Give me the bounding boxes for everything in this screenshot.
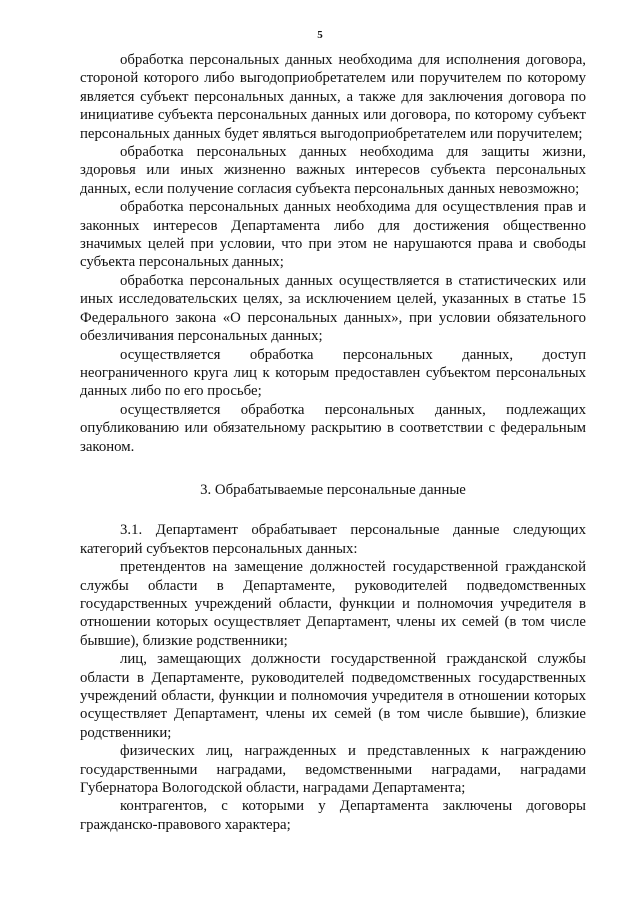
- section-heading: 3. Обрабатываемые персональные данные: [200, 481, 466, 498]
- paragraph-vital-interests: обработка персональных данных необходима для защиты жизни, здоровья или иных жизненно важных интересов субъекта персональных данных, если получение согласия субъекта персональных данных невозможно;: [80, 144, 586, 197]
- paragraph-section-3-1: 3.1. Департамент обрабатывает персональные данные следующих категорий субъектов персональных данных:: [80, 522, 586, 557]
- document-body: [80, 51, 586, 834]
- paragraph-public-access: осуществляется обработка персональных данных, доступ неограниченного круга лиц к которым предоставлен субъектом персональных данных либо по его просьбе;: [80, 346, 586, 400]
- page-number: 5: [317, 29, 323, 41]
- paragraph-legitimate-interests: обработка персональных данных необходима для осуществления прав и законных интересов Департамента либо для достижения общественно значимых целей при условии, что при этом не нарушаются права и свободы субъекта персональных данных;: [80, 199, 586, 271]
- list-item-civil-servants: лиц, замещающих должности государственной гражданской службы области в Департаменте, руководителей подведомственных государственных учреждений области, функции и полномочия учредителя в отношении которых осуществляет Департамент, члены их семей (в том числе бывшие), близкие родственники;: [80, 651, 586, 741]
- list-item-awardees: физических лиц, награжденных и представленных к награждению государственными наградами, ведомственными наградами, наградами Губернатора Вологодской области, наградами Департамента;: [80, 743, 586, 797]
- paragraph-mandatory-disclosure: осуществляется обработка персональных данных, подлежащих опубликованию или обязательному раскрытию в соответствии с федеральным законом.: [80, 401, 586, 455]
- list-item-contractors: контрагентов, с которыми у Департамента заключены договоры гражданско-правового характера;: [80, 798, 586, 833]
- paragraph-statistical-purposes: обработка персональных данных осуществляется в статистических или иных исследовательских целях, за исключением целей, указанных в статье 15 Федерального закона «О персональных данных», при условии обязательного обезличивания персональных данных;: [80, 272, 586, 345]
- list-item-applicants: претендентов на замещение должностей государственной гражданской службы области в Департаменте, руководителей подведомственных государственных учреждений области, функции и полномочия учредителя в отношении которых осуществляет Департамент, члены их семей (в том числе бывшие), близкие родственники;: [80, 559, 586, 649]
- paragraph-contract-processing: обработка персональных данных необходима для исполнения договора, стороной которого либо выгодоприобретателем или поручителем по которому является субъект персональных данных, а также для заключения договора по инициативе субъекта персональных данных или договора, по которому субъект персональных данных будет являться выгодоприобретателем или поручителем;: [80, 52, 586, 142]
